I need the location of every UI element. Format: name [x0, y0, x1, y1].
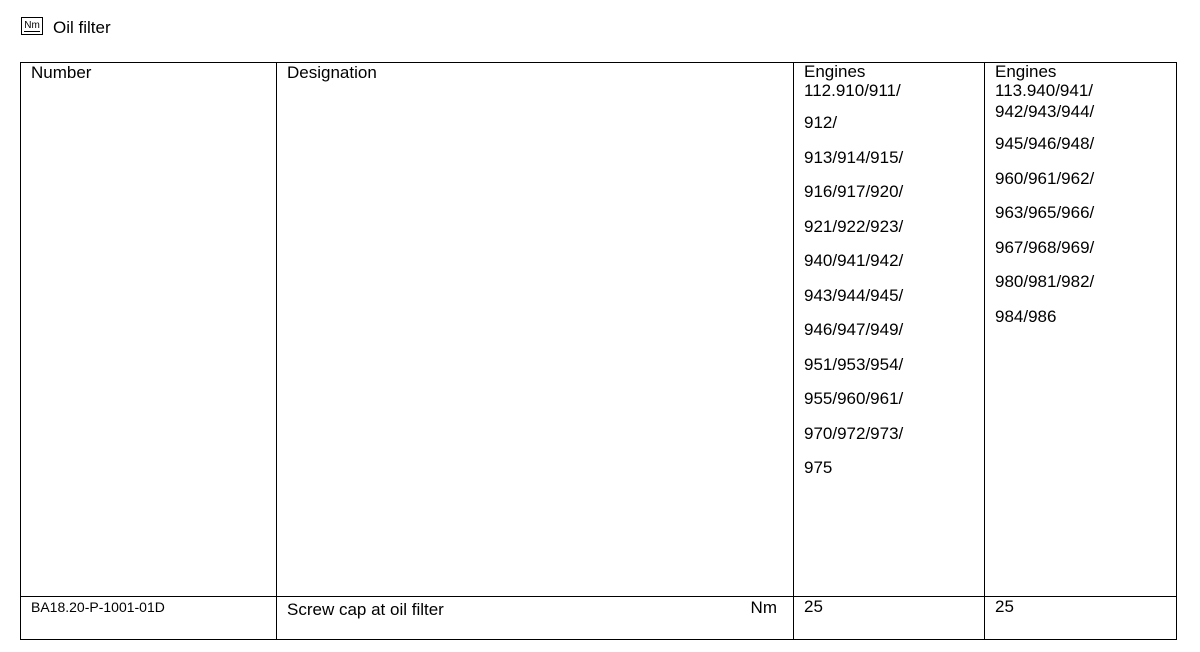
designation-text: Screw cap at oil filter	[287, 600, 444, 619]
engine-code-item: 943/944/945/	[804, 285, 904, 305]
column-header-designation-label: Designation	[287, 63, 377, 82]
page-title: Oil filter	[53, 18, 111, 37]
column-header-number-label: Number	[31, 63, 92, 82]
engine-code-item: 955/960/961/	[804, 389, 904, 408]
value-engines-a-cell	[794, 597, 985, 640]
engine-code-item: 970/972/973/	[804, 423, 904, 443]
table-header-row	[21, 63, 1177, 597]
engine-code-item: 921/922/923/	[804, 216, 904, 236]
torque-nm-icon	[21, 17, 43, 35]
torque-spec-table	[20, 62, 1177, 640]
engine-code-item: 946/947/949/	[804, 320, 904, 339]
torque-value-a: 25	[804, 597, 823, 616]
column-header-engines-b	[985, 63, 1177, 597]
column-header-engines-a	[794, 63, 985, 597]
unit-label: Nm	[750, 598, 777, 617]
column-header-number	[21, 63, 277, 597]
engines-b-list	[995, 81, 1166, 334]
engine-code-item: 912/	[804, 113, 838, 132]
engine-code-item: 984/986	[995, 306, 1057, 326]
engine-code-item: 960/961/962/	[995, 168, 1095, 188]
engine-code-item: 942/943/944/	[995, 102, 1095, 121]
engines-b-label: Engines	[995, 62, 1057, 81]
engine-code-item: 975	[804, 458, 833, 477]
column-header-designation	[277, 63, 794, 597]
engine-code-item: 113.940/941/	[995, 81, 1093, 100]
engines-a-list	[804, 81, 974, 486]
engine-code-item: 913/914/915/	[804, 147, 904, 167]
torque-value-b: 25	[995, 597, 1014, 616]
value-engines-b-cell	[985, 597, 1177, 640]
engine-code-item: 967/968/969/	[995, 237, 1095, 257]
torque-icon-label: Nm	[24, 19, 40, 31]
engine-code-item: 112.910/911/	[804, 81, 901, 100]
engine-code-item: 916/917/920/	[804, 182, 904, 201]
table-row	[21, 597, 1177, 640]
page-header	[21, 14, 111, 38]
designation-cell	[277, 597, 794, 640]
engine-code-item: 951/953/954/	[804, 354, 904, 374]
engine-code-item: 980/981/982/	[995, 272, 1095, 291]
engine-code-item: 940/941/942/	[804, 251, 904, 270]
engines-a-label: Engines	[804, 62, 866, 81]
engine-code-item: 963/965/966/	[995, 203, 1095, 222]
part-number-link[interactable]: BA18.20-P-1001-01D	[31, 599, 165, 615]
part-number-cell	[21, 597, 277, 640]
engine-code-item: 945/946/948/	[995, 134, 1095, 153]
